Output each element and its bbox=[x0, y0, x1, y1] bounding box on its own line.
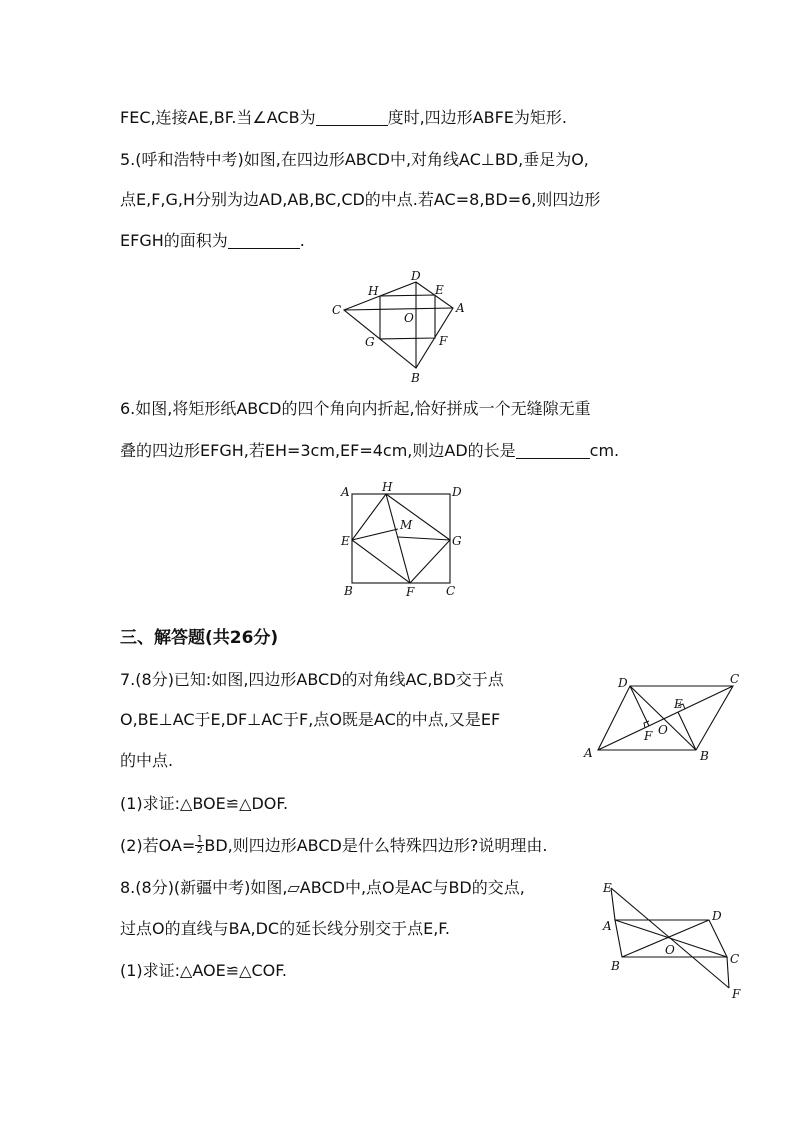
q4-tail-text-after: 度时,四边形ABFE为矩形. bbox=[387, 108, 567, 127]
q7-sub-1: (1)求证:△BOE≌△DOF. bbox=[120, 794, 289, 813]
q7-sub-2-before: (2)若OA= bbox=[120, 836, 196, 855]
q5-line-3-after: . bbox=[299, 231, 305, 250]
q7-frac-den: 2 bbox=[196, 845, 204, 856]
q5-label-f: F bbox=[439, 334, 448, 348]
q5-line-1: 5.(呼和浩特中考)如图,在四边形ABCD中,对角线AC⊥BD,垂足为O, bbox=[120, 150, 589, 169]
q7-sub-2 bbox=[120, 836, 547, 856]
q7-figure bbox=[578, 668, 753, 768]
q6-figure bbox=[338, 480, 468, 599]
q6-label-f: F bbox=[406, 585, 415, 599]
q5-line-3 bbox=[120, 231, 305, 251]
q8-label-d: D bbox=[712, 909, 722, 923]
q7-diagonal-bd bbox=[630, 686, 696, 750]
q7-label-d: D bbox=[618, 676, 628, 690]
q5-label-e: E bbox=[435, 283, 444, 297]
q6-line-2-before: 叠的四边形EFGH,若EH=3cm,EF=4cm,则边AD的长是 bbox=[120, 441, 516, 460]
q5-diagonal-ac bbox=[344, 308, 453, 310]
q7-perp-be bbox=[678, 712, 696, 750]
q6-fold-mg bbox=[398, 537, 450, 540]
q6-label-m: M bbox=[400, 518, 413, 532]
section-3-title: 三、解答题(共26分) bbox=[120, 628, 279, 648]
q7-label-f: F bbox=[644, 729, 653, 743]
q7-line-1: 7.(8分)已知:如图,四边形ABCD的对角线AC,BD交于点 bbox=[120, 670, 504, 689]
q7-label-a: A bbox=[584, 746, 593, 760]
q8-label-c: C bbox=[730, 952, 740, 966]
q4-answer-blank[interactable] bbox=[316, 109, 388, 126]
q8-extension-dc bbox=[727, 957, 729, 988]
q8-line-ef bbox=[611, 888, 729, 988]
q5-figure bbox=[320, 262, 480, 387]
q5-label-a: A bbox=[456, 301, 465, 315]
q7-fraction-half bbox=[195, 836, 204, 856]
q7-label-e: E bbox=[674, 697, 683, 711]
q5-answer-blank[interactable] bbox=[228, 232, 300, 249]
q8-label-b: B bbox=[611, 959, 620, 973]
q8-label-f: F bbox=[732, 987, 741, 1001]
q7-label-b: B bbox=[700, 749, 709, 763]
q6-label-c: C bbox=[446, 584, 456, 598]
q8-label-a: A bbox=[603, 919, 612, 933]
q5-label-c: C bbox=[332, 303, 342, 317]
q7-line-2: O,BE⊥AC于E,DF⊥AC于F,点O既是AC的中点,又是EF bbox=[120, 710, 501, 729]
q5-label-d: D bbox=[411, 269, 421, 283]
q6-line-1: 6.如图,将矩形纸ABCD的四个角向内折起,恰好拼成一个无缝隙无重 bbox=[120, 399, 591, 418]
q7-diagonal-ac bbox=[598, 686, 733, 750]
q6-label-h: H bbox=[382, 480, 393, 494]
q5-label-h: H bbox=[368, 284, 379, 298]
q6-rectangle-abcd bbox=[352, 494, 450, 583]
q6-answer-blank[interactable] bbox=[516, 442, 590, 459]
q7-frac-num: 1 bbox=[196, 834, 204, 845]
q6-label-g: G bbox=[452, 534, 462, 548]
q8-label-e: E bbox=[603, 881, 612, 895]
q5-line-3-before: EFGH的面积为 bbox=[120, 231, 228, 250]
q7-perp-df bbox=[630, 686, 649, 726]
q5-label-g: G bbox=[365, 335, 375, 349]
q5-label-o: O bbox=[404, 311, 414, 325]
q5-line-2: 点E,F,G,H分别为边AD,AB,BC,CD的中点.若AC=8,BD=6,则四边形 bbox=[120, 190, 601, 209]
q7-line-3: 的中点. bbox=[120, 751, 174, 770]
q5-label-b: B bbox=[411, 371, 420, 385]
q8-line-1: 8.(8分)(新疆中考)如图,▱ABCD中,点O是AC与BD的交点, bbox=[120, 878, 525, 897]
q7-sub-2-after: BD,则四边形ABCD是什么特殊四边形?说明理由. bbox=[204, 836, 548, 855]
q6-line-2-after: cm. bbox=[589, 441, 620, 460]
q6-label-b: B bbox=[344, 584, 353, 598]
q8-label-o: O bbox=[665, 943, 675, 957]
q8-figure bbox=[597, 880, 757, 1005]
q6-fold-hf bbox=[386, 494, 410, 583]
q8-line-2: 过点O的直线与BA,DC的延长线分别交于点E,F. bbox=[120, 919, 451, 938]
q6-quad-efgh bbox=[352, 494, 450, 583]
q7-label-c: C bbox=[730, 672, 740, 686]
q7-label-o: O bbox=[658, 723, 668, 737]
q6-label-d: D bbox=[452, 485, 462, 499]
q4-tail-text-before: FEC,连接AE,BF.当∠ACB为 bbox=[120, 108, 316, 127]
q6-label-e: E bbox=[341, 534, 350, 548]
q6-line-2 bbox=[120, 441, 619, 461]
q8-sub-1: (1)求证:△AOE≌△COF. bbox=[120, 961, 287, 980]
q6-label-a: A bbox=[341, 485, 350, 499]
q4-tail-line bbox=[120, 108, 567, 128]
